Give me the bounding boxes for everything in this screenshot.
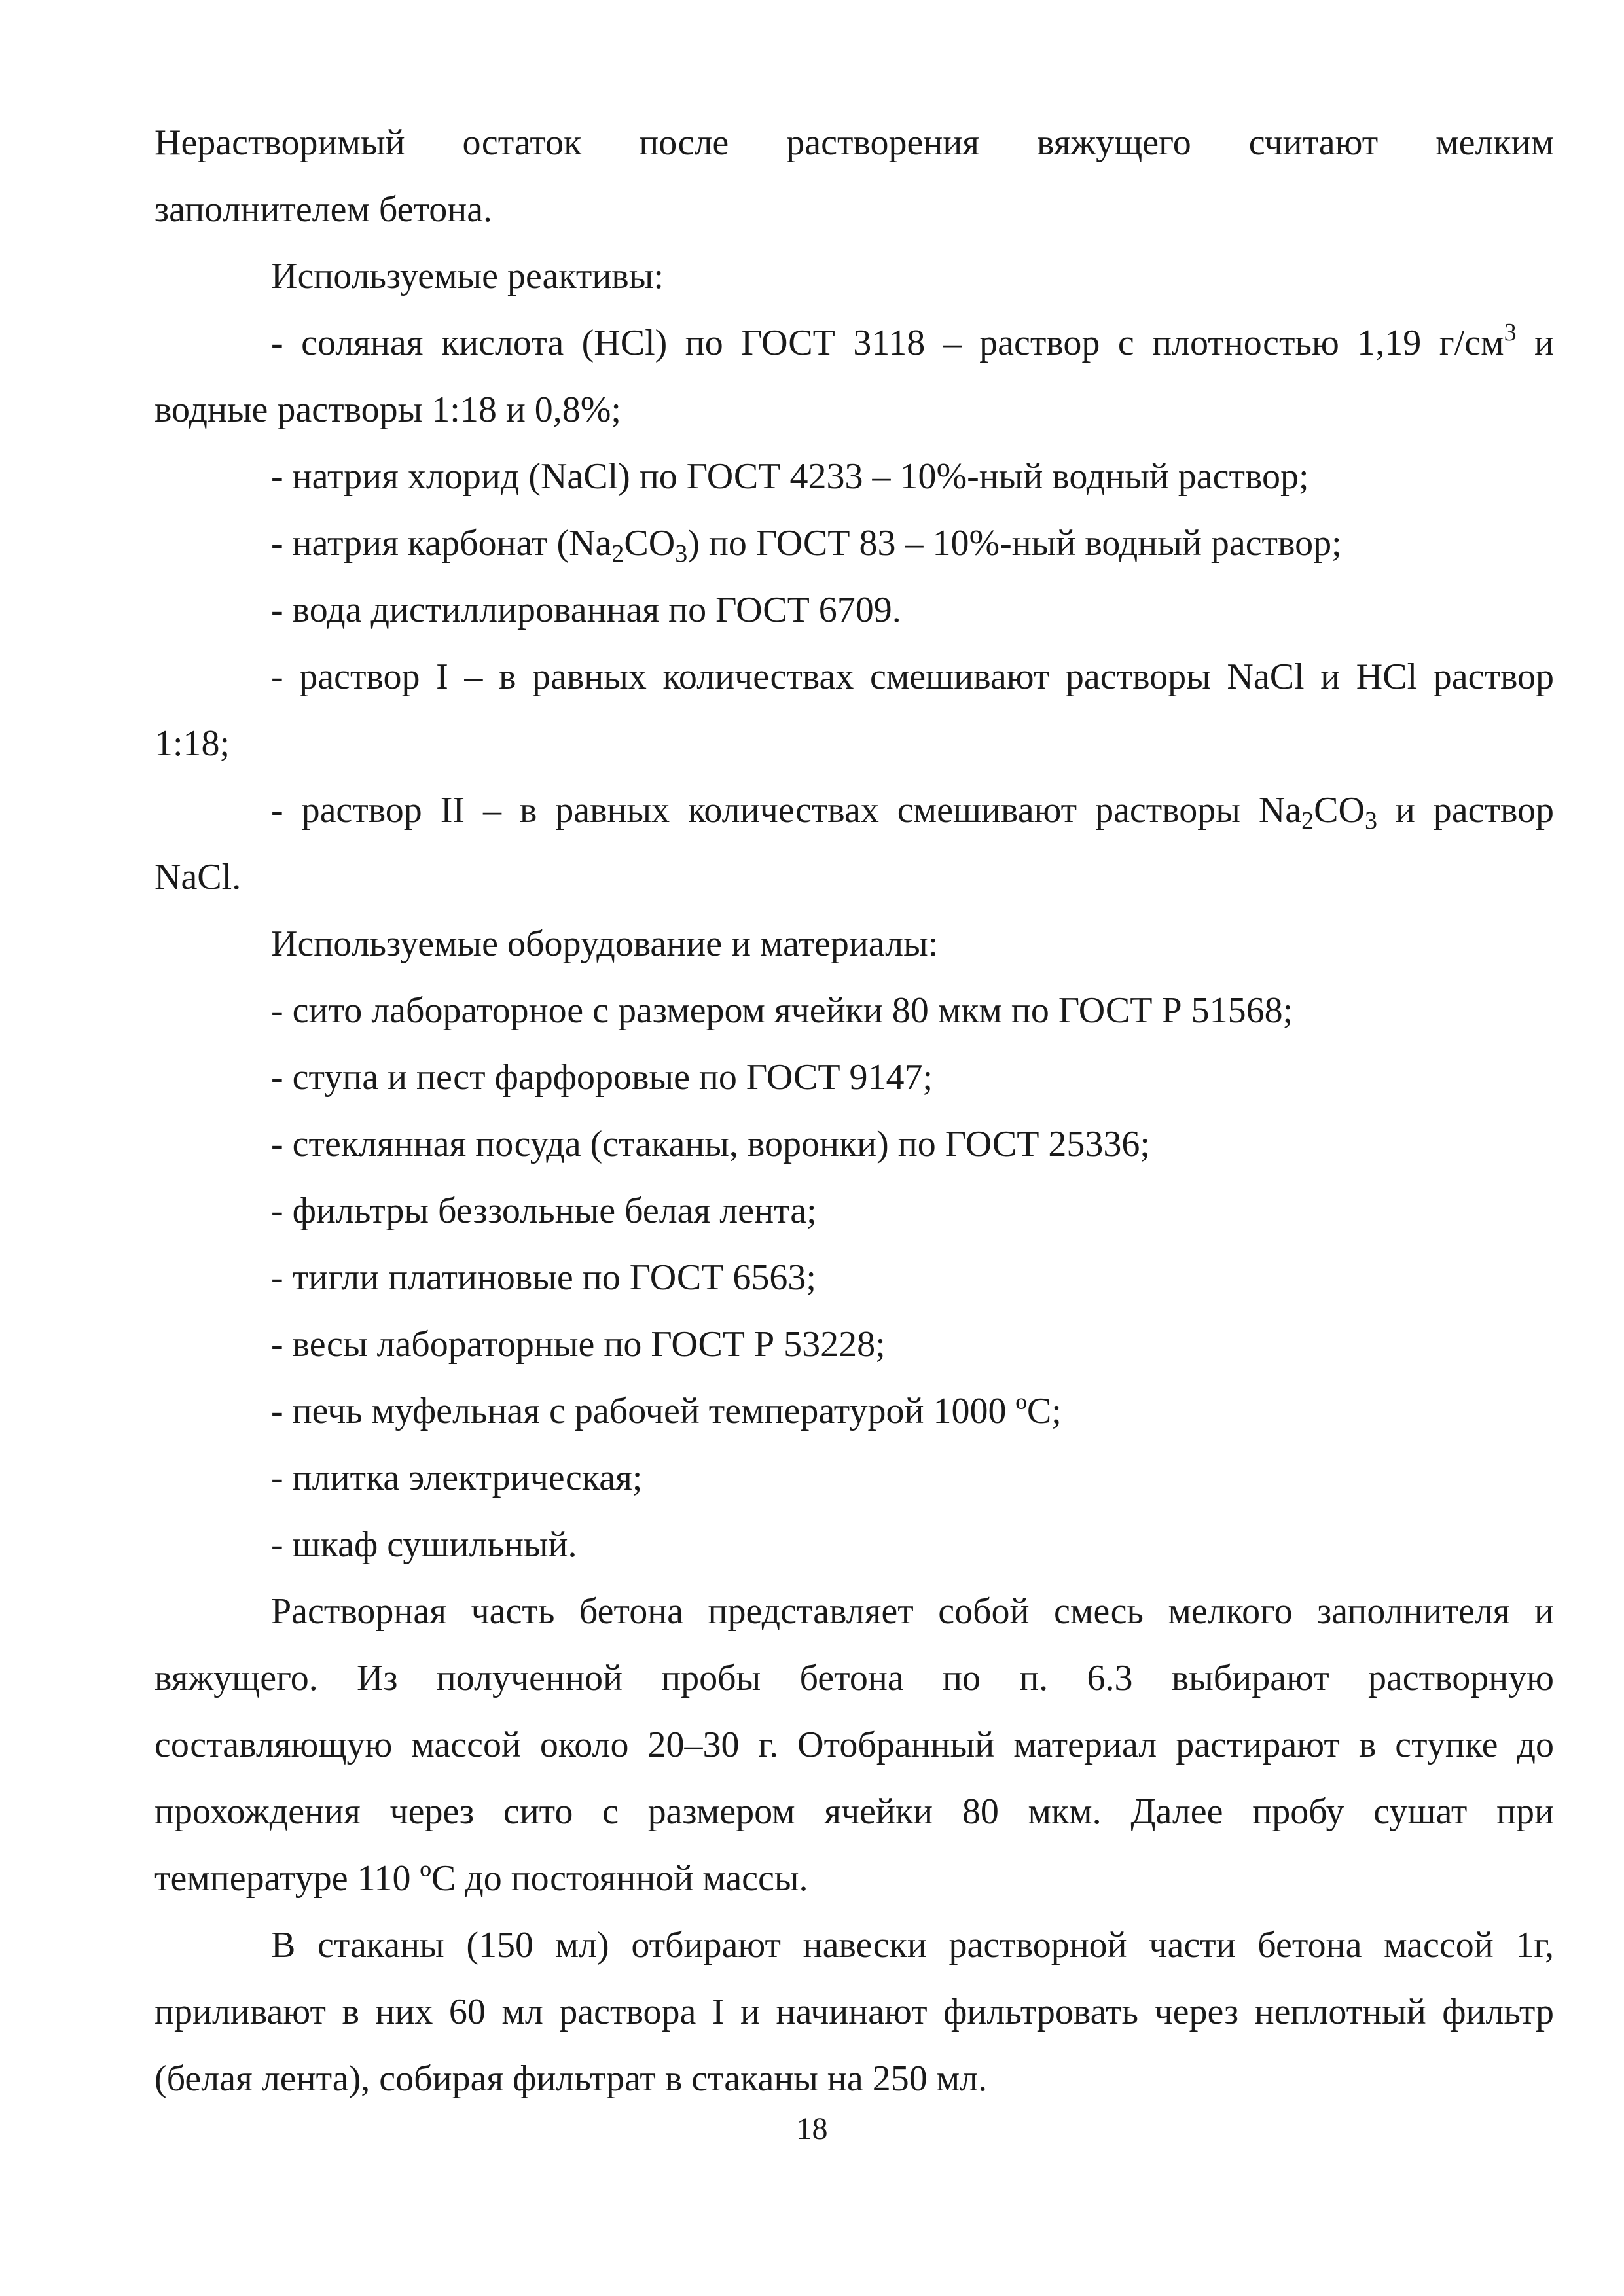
reagent-item-solution-1-cont: 1:18; [154,723,230,764]
equipment-item: - фильтры беззольные белая лента; [271,1191,817,1231]
reagent-item-hcl-cont: водные растворы 1:18 и 0,8%; [154,389,621,430]
reagent-item-hcl: - соляная кислота (HCl) по ГОСТ 3118 – раствор с плотностью 1,19 $г/см^3$ и [271,319,1554,363]
paragraph-line: прохождения через сито с размером ячейки 80 мкм. Далее пробу сушат при [154,1791,1554,1832]
paragraph-line: приливают в них 60 мл раствора I и начинают фильтровать через неплотный фильтр [154,1992,1554,2032]
equipment-item: - шкаф сушильный. [271,1524,577,1565]
reagent-item-na2co3: - натрия карбонат $(Na_2CO_3)$ по ГОСТ 83 – 10%-ный водный раствор; [271,523,1342,567]
equipment-item: - стеклянная посуда (стаканы, воронки) по ГОСТ 25336; [271,1124,1150,1164]
paragraph-line: В стаканы (150 мл) отбирают навески растворной части бетона массой 1г, [271,1925,1554,1965]
reagent-item-solution-2-cont: NaCl. [154,857,242,897]
paragraph-line: заполнителем бетона. [154,189,493,230]
reagent-item-solution-2: - раствор II – в равных количествах смешивают растворы $Na_2CO_3$ и раствор [271,790,1554,834]
equipment-item: - весы лабораторные по ГОСТ Р 53228; [271,1324,886,1365]
equipment-item: - тигли платиновые по ГОСТ 6563; [271,1257,816,1298]
reagent-item-nacl: - натрия хлорид (NaCl) по ГОСТ 4233 – 10%-ный водный раствор; [271,456,1309,497]
equipment-item: - печь муфельная с рабочей температурой 1000 ºС; [271,1391,1062,1431]
paragraph-line: Растворная часть бетона представляет собой смесь мелкого заполнителя и [271,1591,1554,1632]
paragraph-line: Нерастворимый остаток после растворения вяжущего считают мелким [154,122,1554,163]
paragraph-line: вяжущего. Из полученной пробы бетона по п. 6.3 выбирают растворную [154,1658,1554,1698]
reagent-item-water: - вода дистиллированная по ГОСТ 6709. [271,590,901,630]
paragraph-line: составляющую массой около 20–30 г. Отобранный материал растирают в ступке до [154,1725,1554,1765]
equipment-item: - плитка электрическая; [271,1458,643,1498]
paragraph-line: (белая лента), собирая фильтрат в стаканы на 250 мл. [154,2058,988,2099]
paragraph-line: температуре 110 ºС до постоянной массы. [154,1858,808,1899]
equipment-item: - сито лабораторное с размером ячейки 80 мкм по ГОСТ Р 51568; [271,990,1293,1031]
equipment-heading: Используемые оборудование и материалы: [271,924,939,964]
reagents-heading: Используемые реактивы: [271,256,664,296]
page-number: 18 [796,2111,828,2146]
equipment-item: - ступа и пест фарфоровые по ГОСТ 9147; [271,1057,933,1098]
reagent-item-solution-1: - раствор I – в равных количествах смешивают растворы NaCl и HCl раствор [271,656,1554,697]
